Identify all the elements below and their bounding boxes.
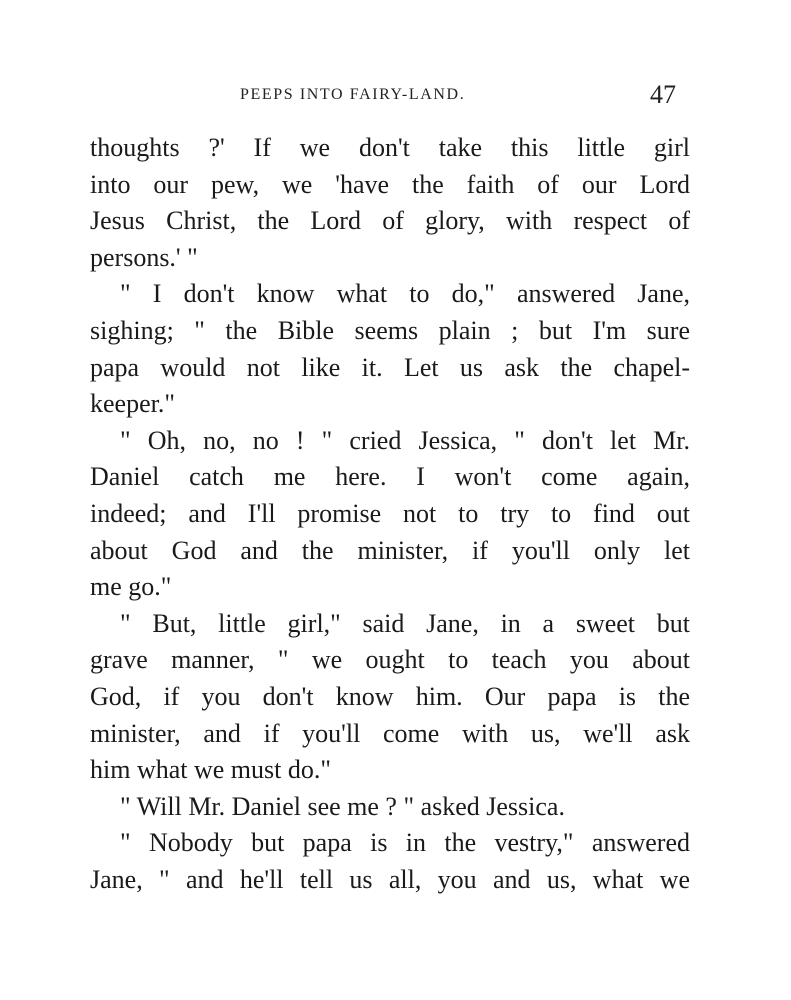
text-line: papa would not like it. Let us ask the chapel- xyxy=(90,352,690,382)
text-line: him what we must do." xyxy=(90,755,331,785)
body-text xyxy=(90,130,690,898)
text-line: sighing; " the Bible seems plain ; but I'm sure xyxy=(90,315,690,345)
text-line: God, if you don't know him. Our papa is the xyxy=(90,681,690,711)
text-line: keeper." xyxy=(90,389,175,419)
text-line: Daniel catch me here. I won't come again, xyxy=(90,462,690,492)
text-line: " Oh, no, no ! " cried Jessica, " don't let Mr. xyxy=(120,425,690,455)
text-line: minister, and if you'll come with us, we'll ask xyxy=(90,718,690,748)
text-line: " Will Mr. Daniel see me ? " asked Jessica. xyxy=(120,791,565,821)
text-line: thoughts ?' If we don't take this little girl xyxy=(90,133,690,162)
text-line: into our pew, we 'have the faith of our Lord xyxy=(90,169,690,199)
text-line: Jane, " and he'll tell us all, you and us, what we xyxy=(90,864,690,894)
text-line: indeed; and I'll promise not to try to find out xyxy=(90,498,690,528)
text-line: grave manner, " we ought to teach you about xyxy=(90,645,690,675)
text-line: persons.' " xyxy=(90,242,198,272)
running-title: PEEPS INTO FAIRY-LAND. xyxy=(240,86,466,103)
text-line: me go." xyxy=(90,572,172,602)
text-line: Jesus Christ, the Lord of glory, with respect of xyxy=(90,206,690,236)
text-line: about God and the minister, if you'll only let xyxy=(90,535,690,565)
text-line: " But, little girl," said Jane, in a sweet but xyxy=(120,608,690,638)
text-line: " I don't know what to do," answered Jane, xyxy=(120,279,690,309)
page-number: 47 xyxy=(650,80,676,109)
text-line: " Nobody but papa is in the vestry," answered xyxy=(120,828,690,858)
